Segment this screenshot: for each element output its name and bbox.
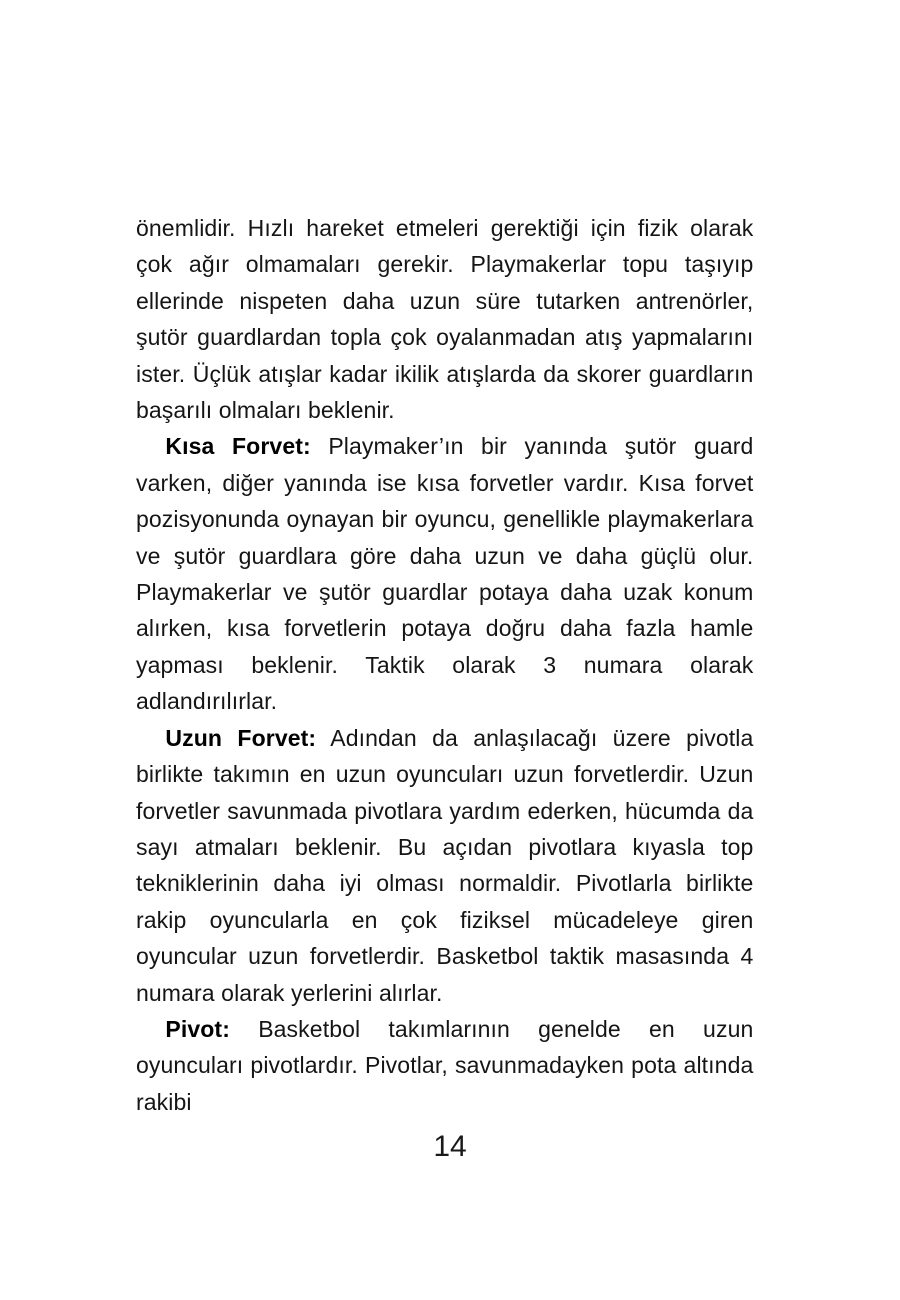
paragraph-text: Playmaker’ın bir yanında şutör guard varken, diğer yanında ise kısa forvetler vardır. Kısa forvet pozisyonunda oynayan bir oyuncu, genellikle playmakerlara ve şutör guardlara göre daha uzun ve daha güçlü olur. Playmakerlar ve şutör guardlar potaya daha uzak konum alırken, kısa forvetlerin potaya doğru daha fazla hamle yapması beklenir. Taktik olarak 3 numara olarak adlandırılırlar. — [136, 433, 754, 715]
term-center: Pivot: — [165, 1015, 230, 1042]
paragraph-text: önemlidir. Hızlı hareket etmeleri gerektiği için fizik olarak çok ağır olmamaları gerekir. Playmakerlar topu taşıyıp ellerinde nispeten daha uzun süre tutarken antrenörler, şutör guardlardan topla çok oyalanmadan atış yapmalarını ister. Üçlük atışlar kadar ikilik atışlarda da skorer guardların başarılı olmaları beklenir. — [136, 215, 754, 424]
term-power-forward: Uzun Forvet: — [165, 724, 317, 751]
paragraph-center — [136, 1011, 753, 1120]
paragraph-text: Basketbol takımlarının genelde en uzun oyuncuları pivotlardır. Pivotlar, savunmadayken pota altında rakibi — [136, 1015, 754, 1115]
term-small-forward: Kısa Forvet: — [165, 433, 311, 460]
body-text — [136, 210, 766, 1120]
paragraph-small-forward — [136, 428, 753, 719]
page-number: 14 — [433, 1130, 467, 1163]
paragraph-shooting-guard-continued — [136, 210, 753, 428]
paragraph-power-forward — [136, 720, 753, 1011]
paragraph-text: Adından da anlaşılacağı üzere pivotla birlikte takımın en uzun oyuncuları uzun forvetlerdir. Uzun forvetler savunmada pivotlara yardım ederken, hücumda da sayı atmaları beklenir. Bu açıdan pivotlara kıyasla top tekniklerinin daha iyi olması normaldir. Pivotlarla birlikte rakip oyuncularla en çok fiziksel mücadeleye giren oyuncular uzun forvetlerdir. Basketbol taktik masasında 4 numara olarak yerlerini alırlar. — [136, 724, 754, 1006]
